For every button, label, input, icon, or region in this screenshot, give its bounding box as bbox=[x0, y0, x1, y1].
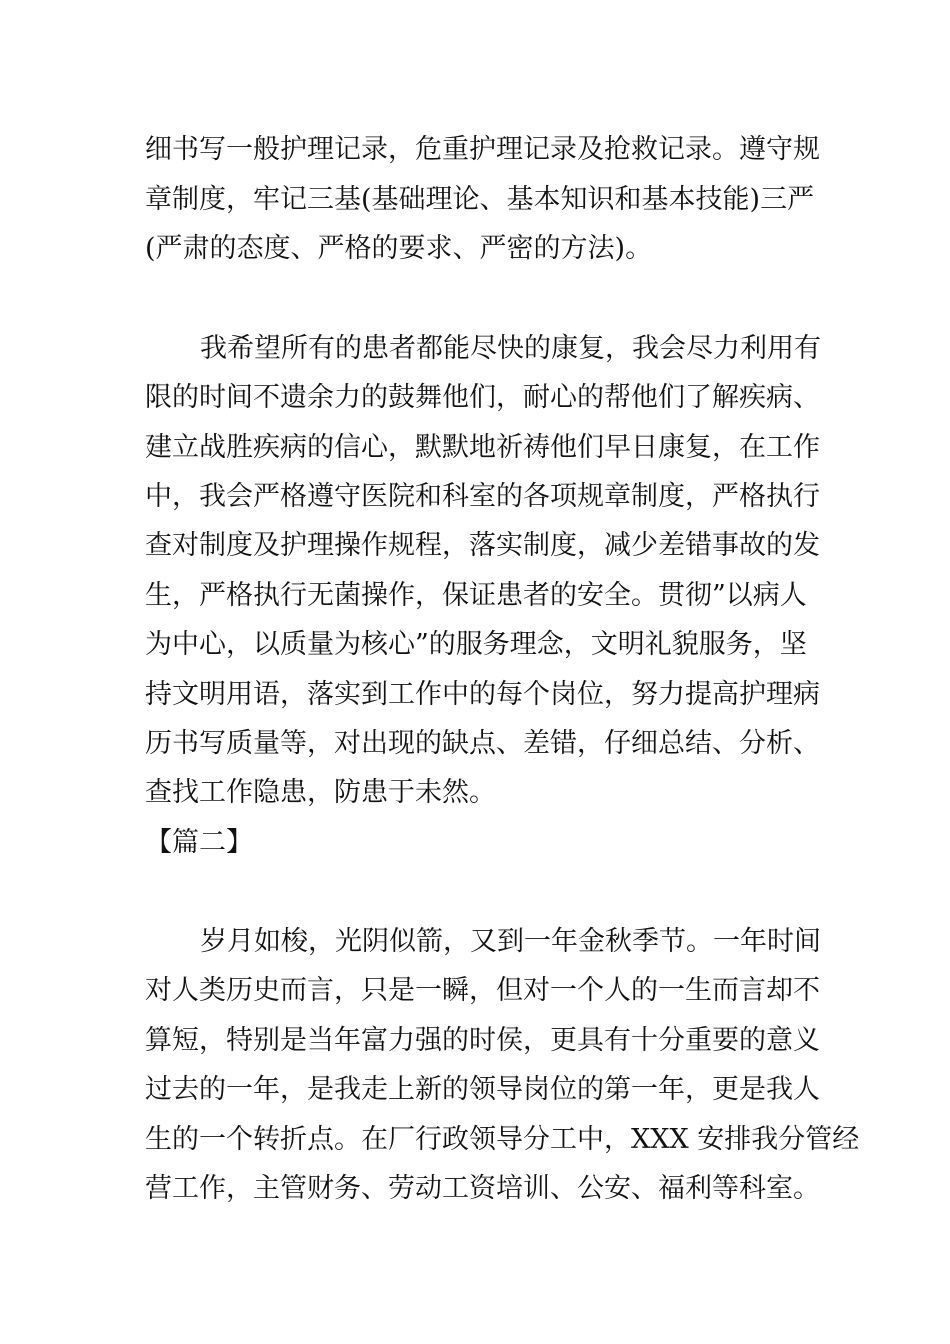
paragraph-2-line: 历书写质量等，对出现的缺点、差错，仔细总结、分析、 bbox=[145, 728, 820, 759]
paragraph-2-line: 限的时间不遗余力的鼓舞他们，耐心的帮他们了解疾病、 bbox=[145, 382, 820, 413]
paragraph-3-line: 营工作，主管财务、劳动工资培训、公安、福利等科室。 bbox=[145, 1173, 820, 1204]
paragraph-3-line: 算短，特别是当年富力强的时侯，更具有十分重要的意义 bbox=[145, 1025, 820, 1056]
paragraph-1-line: 细书写一般护理记录，危重护理记录及抢救记录。遵守规 bbox=[145, 134, 820, 165]
paragraph-3-line: 对人类历史而言，只是一瞬，但对一个人的一生而言却不 bbox=[145, 975, 820, 1006]
paragraph-2-line: 持文明用语，落实到工作中的每个岗位，努力提高护理病 bbox=[145, 679, 820, 710]
paragraph-2-line: 查对制度及护理操作规程，落实制度，减少差错事故的发 bbox=[145, 530, 820, 561]
paragraph-2-line: 我希望所有的患者都能尽快的康复，我会尽力利用有 bbox=[200, 333, 821, 364]
paragraph-3-line: 岁月如梭，光阴似箭，又到一年金秋季节。一年时间 bbox=[200, 926, 821, 957]
paragraph-2-line: 中，我会严格遵守医院和科室的各项规章制度，严格执行 bbox=[145, 481, 820, 512]
paragraph-1-line: 章制度，牢记三基(基础理论、基本知识和基本技能)三严 bbox=[145, 184, 815, 215]
paragraph-2-line: 查找工作隐患，防患于未然。 bbox=[145, 777, 496, 808]
paragraph-2-line: 生，严格执行无菌操作，保证患者的安全。贯彻”以病人 bbox=[145, 580, 807, 611]
section-heading: 【篇二】 bbox=[145, 827, 253, 858]
paragraph-3-line: 过去的一年，是我走上新的领导岗位的第一年，更是我人 bbox=[145, 1074, 820, 1105]
paragraph-1-line: (严肃的态度、严格的要求、严密的方法)。 bbox=[145, 233, 653, 264]
paragraph-2-line: 建立战胜疾病的信心，默默地祈祷他们早日康复，在工作 bbox=[145, 432, 820, 463]
paragraph-2-line: 为中心，以质量为核心”的服务理念，文明礼貌服务，坚 bbox=[145, 629, 807, 660]
paragraph-3-line: 生的一个转折点。在厂行政领导分工中，XXX 安排我分管经 bbox=[145, 1124, 860, 1155]
